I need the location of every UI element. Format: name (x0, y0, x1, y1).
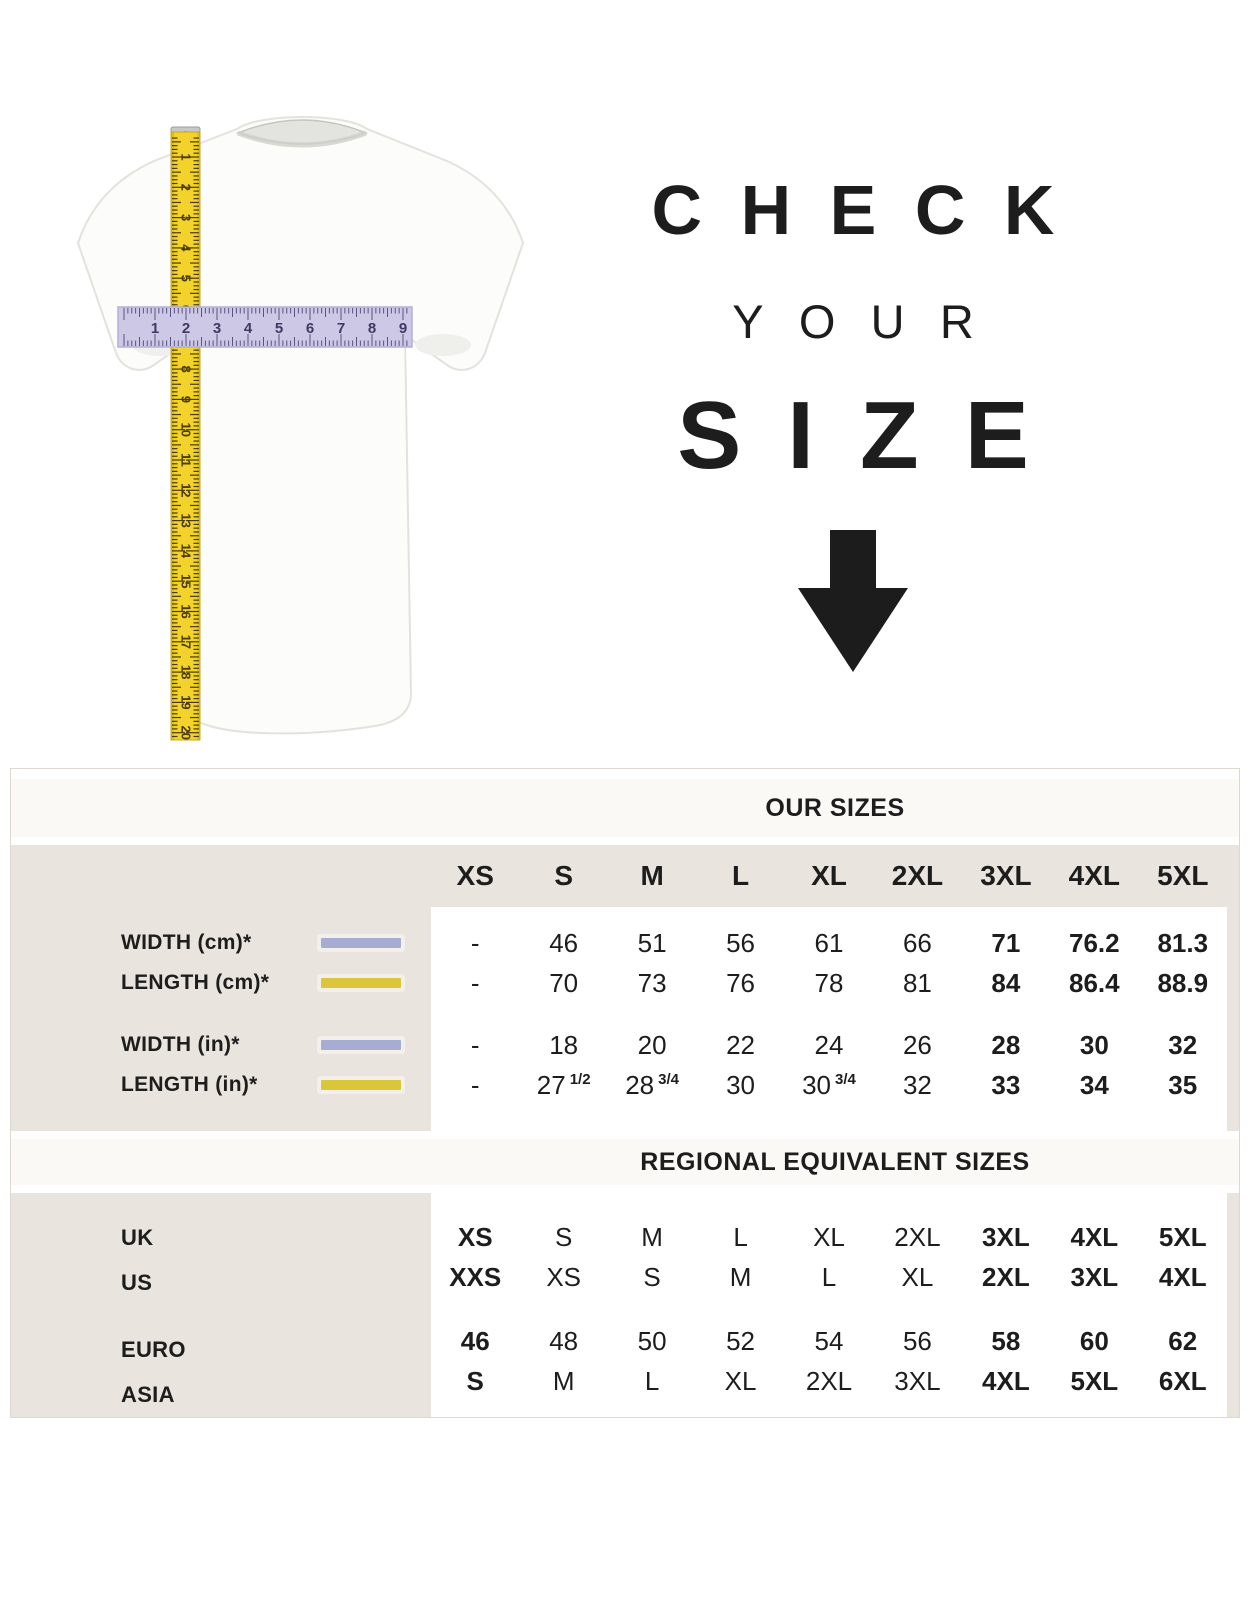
table-cell: 2XL (982, 1261, 1030, 1292)
table-row-label (11, 1065, 431, 1105)
table-cell: 3XL (1070, 1261, 1119, 1292)
size-column-header: 5XL (1157, 860, 1209, 891)
table-cell: 5XL (1070, 1365, 1119, 1396)
table-cell: 2XL (894, 1221, 941, 1252)
size-column-header: M (640, 860, 664, 891)
svg-text:3: 3 (178, 213, 194, 222)
headline-your: YOUR (732, 295, 1010, 348)
table-row (431, 1025, 1227, 1065)
our-sizes-section (11, 845, 1239, 1131)
table-row-label (11, 1215, 431, 1260)
svg-text:7: 7 (336, 320, 346, 337)
table-cell: 32 (1168, 1029, 1198, 1060)
table-cell: S (643, 1261, 661, 1292)
headline-check: CHECK (651, 171, 1093, 249)
svg-text:10: 10 (178, 422, 194, 437)
width-legend-swatch (321, 938, 401, 948)
table-cell: 35 (1168, 1069, 1198, 1100)
table-cell: 76.2 (1069, 927, 1120, 958)
table-cell: XL (901, 1261, 934, 1292)
svg-text:18: 18 (178, 664, 194, 680)
table-row (431, 963, 1227, 1003)
table-cell: 27 $^{1/2}$ (536, 1069, 591, 1100)
table-cell: 30 $^{3/4}$ (802, 1069, 856, 1100)
table-row-label (11, 963, 431, 1003)
headline-block (608, 150, 1098, 672)
table-cell: - (470, 1029, 480, 1060)
table-cell: S (554, 1221, 573, 1252)
table-row (431, 1361, 1227, 1401)
svg-text:4: 4 (178, 244, 194, 252)
horizontal-ruler (118, 307, 412, 347)
table-cell: M (552, 1365, 575, 1396)
table-cell: 71 (991, 927, 1021, 958)
table-cell: 51 (637, 927, 667, 958)
svg-text:13: 13 (178, 513, 194, 528)
table-row-label (11, 1025, 431, 1065)
table-cell: 86.4 (1069, 967, 1120, 998)
table-cell: 2XL (805, 1365, 853, 1396)
table-cell: XS (457, 1221, 493, 1252)
row-label-text: WIDTH (in)* (121, 1033, 240, 1056)
size-column-header: 4XL (1068, 860, 1120, 891)
table-cell: L (821, 1261, 837, 1292)
down-arrow-icon (798, 530, 908, 672)
width-legend-swatch (321, 1040, 401, 1050)
table-cell: S (466, 1365, 484, 1396)
table-cell: 32 (902, 1069, 932, 1100)
row-label-text: ASIA (121, 1381, 175, 1407)
svg-text:2: 2 (178, 183, 194, 191)
table-cell: 88.9 (1157, 967, 1209, 998)
table-cell: 81.3 (1157, 927, 1209, 958)
table-cell: 78 (814, 967, 844, 998)
table-row-label (11, 1372, 431, 1417)
row-label-text: EURO (121, 1336, 186, 1362)
table-row (431, 923, 1227, 963)
row-label-text: WIDTH (cm)* (121, 931, 252, 954)
size-column-header: L (731, 860, 750, 891)
table-cell: M (729, 1261, 752, 1292)
table-cell: 20 (637, 1029, 667, 1060)
size-column-header: 3XL (980, 860, 1032, 891)
svg-text:6: 6 (305, 320, 315, 337)
row-label-text: UK (121, 1224, 154, 1250)
table-cell: 66 (902, 927, 932, 958)
our-sizes-title: OUR SIZES (765, 793, 905, 822)
svg-text:3: 3 (212, 320, 222, 337)
table-cell: 30 (1079, 1029, 1109, 1060)
row-label-text: LENGTH (in)* (121, 1073, 258, 1096)
table-cell: - (470, 967, 480, 998)
table-cell: 62 (1168, 1325, 1198, 1356)
table-cell: 30 (726, 1069, 755, 1100)
table-cell: 3XL (982, 1221, 1030, 1252)
svg-text:4: 4 (243, 320, 253, 337)
svg-text:1: 1 (178, 153, 194, 161)
table-cell: L (644, 1365, 660, 1396)
table-cell: 34 (1079, 1069, 1109, 1100)
table-cell: XL (724, 1365, 757, 1396)
headline-size: SIZE (677, 382, 1075, 489)
table-cell: 46 (460, 1325, 490, 1356)
table-cell: 60 (1079, 1325, 1109, 1356)
table-row (431, 1257, 1227, 1297)
size-table (10, 768, 1240, 1418)
table-cell: M (641, 1221, 663, 1252)
table-cell: 56 (726, 927, 755, 958)
table-cell: XS (546, 1261, 581, 1292)
length-legend-swatch (321, 1080, 401, 1090)
table-cell: XXS (449, 1261, 502, 1292)
table-cell: 73 (637, 967, 667, 998)
down-arrow-head (798, 588, 908, 672)
table-cell: L (733, 1221, 748, 1252)
table-cell: XL (813, 1221, 845, 1252)
length-legend-swatch (321, 978, 401, 988)
table-cell: 76 (726, 967, 755, 998)
svg-text:5: 5 (274, 320, 284, 337)
svg-text:9: 9 (398, 320, 408, 337)
svg-text:17: 17 (178, 634, 194, 650)
table-cell: 33 (991, 1069, 1021, 1100)
table-cell: 24 (814, 1029, 844, 1060)
size-header-row (431, 845, 1227, 907)
size-column-header: S (554, 860, 573, 891)
svg-text:8: 8 (178, 365, 194, 373)
table-row-label (11, 1260, 431, 1305)
table-row-label (11, 923, 431, 963)
regional_sizes-values (431, 1193, 1227, 1417)
table-row (431, 1321, 1227, 1361)
tshirt-graphic (55, 95, 545, 750)
table-cell: 5XL (1158, 1221, 1207, 1252)
table-cell: 4XL (1158, 1261, 1207, 1292)
table-cell: 4XL (982, 1365, 1030, 1396)
regional-sizes-section (11, 1193, 1239, 1417)
svg-text:12: 12 (178, 483, 194, 498)
table-cell: 61 (814, 927, 844, 958)
svg-text:11: 11 (178, 453, 194, 467)
svg-text:9: 9 (178, 395, 194, 404)
table-cell: 56 (902, 1325, 932, 1356)
table-cell: 26 (902, 1029, 932, 1060)
table-cell: 4XL (1070, 1221, 1119, 1252)
svg-text:5: 5 (178, 274, 194, 282)
svg-text:15: 15 (178, 573, 194, 589)
svg-text:14: 14 (178, 543, 194, 559)
table-cell: - (470, 1069, 480, 1100)
table-cell: 3XL (894, 1365, 941, 1396)
table-cell: 46 (549, 927, 579, 958)
table-cell: 54 (814, 1325, 844, 1356)
row-label-text: LENGTH (cm)* (121, 971, 270, 994)
table-row (431, 1217, 1227, 1257)
size-column-header: XS (456, 860, 494, 891)
table-cell: - (470, 927, 480, 958)
regional_sizes-labels (11, 1193, 431, 1417)
svg-text:19: 19 (178, 695, 194, 710)
row-label-text: US (121, 1269, 153, 1295)
table-cell: 28 $^{3/4}$ (625, 1069, 679, 1100)
table-row (431, 1065, 1227, 1105)
svg-text:20: 20 (178, 725, 194, 740)
fraction-suffix: 3/4 (658, 1070, 679, 1088)
vertical-measuring-tape (171, 127, 200, 740)
table-cell: 28 (991, 1029, 1021, 1060)
table-cell: 48 (549, 1325, 579, 1356)
fraction-suffix: 3/4 (835, 1070, 856, 1088)
table-cell: 18 (549, 1029, 579, 1060)
our_sizes-labels (11, 907, 431, 1131)
regional-sizes-title: REGIONAL EQUIVALENT SIZES (640, 1147, 1030, 1176)
tshirt-body (78, 117, 523, 733)
svg-text:1: 1 (150, 320, 160, 337)
table-cell: 81 (902, 967, 932, 998)
table-cell: 6XL (1158, 1365, 1207, 1396)
table-cell: 52 (726, 1325, 755, 1356)
table-cell: 70 (549, 967, 579, 998)
table-cell: 22 (726, 1029, 755, 1060)
table-row-label (11, 1327, 431, 1372)
regional-sizes-band (11, 1131, 1239, 1193)
fraction-suffix: 1/2 (569, 1070, 591, 1088)
svg-text:8: 8 (367, 320, 377, 337)
svg-text:2: 2 (181, 320, 191, 337)
down-arrow-stem (830, 530, 876, 588)
table-cell: 84 (991, 967, 1021, 998)
size-column-header: XL (811, 860, 847, 891)
our_sizes-values (431, 907, 1227, 1131)
table-cell: 58 (991, 1325, 1021, 1356)
svg-text:16: 16 (178, 604, 194, 619)
size-column-header: 2XL (891, 860, 944, 891)
table-cell: 50 (637, 1325, 667, 1356)
tshirt-image (55, 95, 545, 750)
our-sizes-band (11, 769, 1239, 845)
